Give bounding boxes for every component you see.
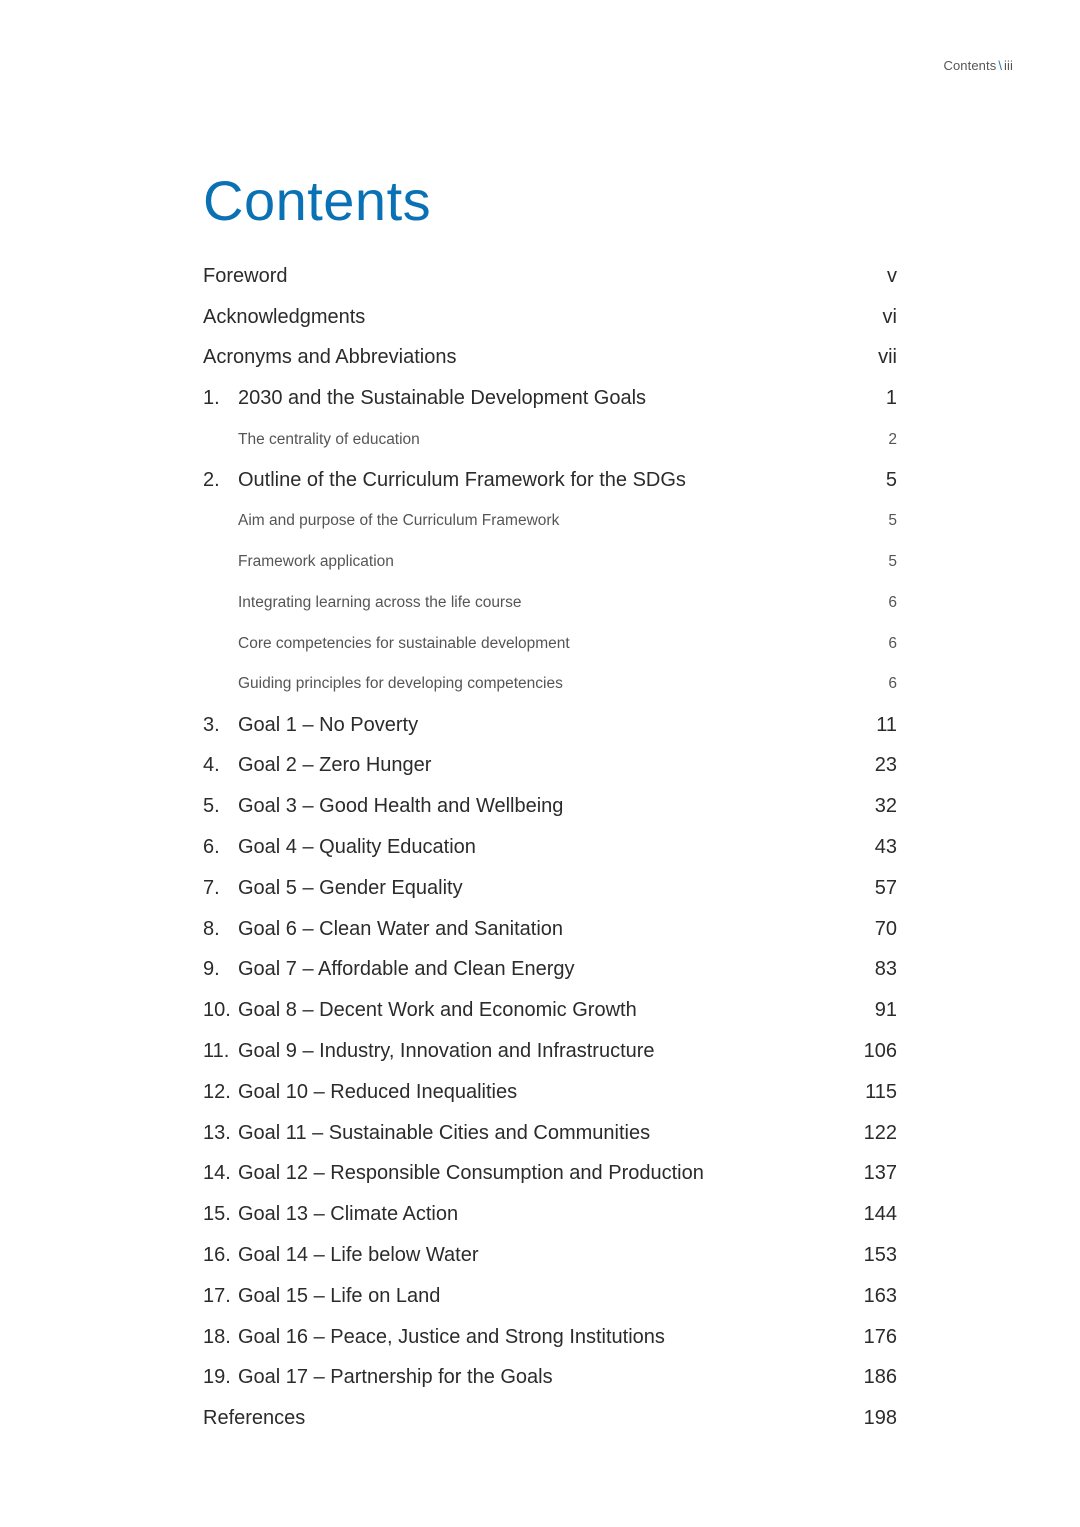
toc-entry[interactable] bbox=[203, 1031, 897, 1072]
toc-entry-number: 5. bbox=[203, 795, 220, 818]
toc-entry-heading bbox=[203, 1162, 704, 1185]
toc-entry-page-number: 2 bbox=[888, 430, 897, 448]
toc-entry-heading bbox=[203, 635, 570, 653]
toc-entry-label: Guiding principles for developing competencies bbox=[238, 675, 563, 693]
toc-entry-number: 15. bbox=[203, 1203, 231, 1226]
toc-entry-label: Goal 5 – Gender Equality bbox=[238, 876, 463, 899]
toc-entry-heading bbox=[203, 346, 456, 369]
running-head bbox=[943, 58, 1013, 73]
page-title: Contents bbox=[203, 169, 432, 232]
toc-entry-number: 17. bbox=[203, 1284, 231, 1307]
toc-entry-heading bbox=[203, 958, 575, 981]
toc-entry-page-number: 153 bbox=[863, 1244, 897, 1267]
toc-entry-page-number: 57 bbox=[874, 876, 897, 899]
toc-entry-label: Goal 3 – Good Health and Wellbeing bbox=[238, 795, 564, 818]
toc-entry[interactable] bbox=[203, 1194, 897, 1235]
toc-entry-heading bbox=[203, 469, 686, 492]
toc-entry[interactable] bbox=[203, 746, 897, 787]
toc-entry-heading bbox=[203, 594, 521, 612]
toc-entry-label: Goal 2 – Zero Hunger bbox=[238, 754, 432, 777]
toc-entry-heading bbox=[203, 1244, 479, 1267]
toc-entry-page-number: 115 bbox=[865, 1080, 897, 1103]
toc-entry-heading bbox=[203, 754, 431, 777]
toc-entry[interactable] bbox=[203, 1358, 897, 1399]
toc-entry-label: Goal 11 – Sustainable Cities and Communities bbox=[238, 1121, 651, 1144]
toc-entry-heading bbox=[203, 795, 563, 818]
toc-entry[interactable] bbox=[203, 378, 897, 419]
toc-entry-page-number: 32 bbox=[874, 795, 897, 818]
toc-entry-label: Acknowledgments bbox=[203, 305, 366, 328]
toc-entry-page-number: 144 bbox=[863, 1203, 897, 1226]
toc-entry-page-number: 5 bbox=[888, 552, 897, 570]
toc-entry-page-number: 70 bbox=[874, 917, 897, 940]
toc-entry-page-number: 5 bbox=[888, 512, 897, 530]
toc-entry-page-number: 176 bbox=[863, 1325, 897, 1348]
toc-entry-heading bbox=[203, 999, 637, 1022]
toc-entry-page-number: v bbox=[887, 264, 897, 287]
toc-entry[interactable] bbox=[203, 868, 897, 909]
toc-entry-label: Aim and purpose of the Curriculum Framework bbox=[238, 512, 560, 530]
toc-entry-label: Goal 9 – Industry, Innovation and Infrastructure bbox=[238, 1040, 655, 1063]
toc-entry-page-number: 106 bbox=[863, 1040, 897, 1063]
toc-entry-number: 4. bbox=[203, 754, 220, 777]
toc-entry-heading bbox=[203, 1203, 458, 1226]
toc-entry-number: 14. bbox=[203, 1162, 231, 1185]
toc-entry-label: Goal 10 – Reduced Inequalities bbox=[238, 1080, 518, 1103]
toc-entry[interactable] bbox=[203, 1317, 897, 1358]
toc-subentry[interactable] bbox=[203, 623, 897, 664]
toc-entry-label: 2030 and the Sustainable Development Goals bbox=[238, 387, 647, 410]
toc-entry-number: 10. bbox=[203, 999, 231, 1022]
toc-entry-number: 1. bbox=[203, 387, 220, 410]
toc-entry[interactable] bbox=[203, 1072, 897, 1113]
toc-entry[interactable] bbox=[203, 297, 897, 338]
toc-entry-page-number: 5 bbox=[885, 468, 897, 491]
toc-entry-page-number: 6 bbox=[888, 634, 897, 652]
toc-entry-page-number: vi bbox=[882, 305, 897, 328]
table-of-contents bbox=[203, 256, 897, 1439]
toc-entry-label: Foreword bbox=[203, 264, 288, 287]
toc-entry-heading bbox=[203, 1081, 517, 1104]
toc-entry-number: 9. bbox=[203, 958, 220, 981]
toc-subentry[interactable] bbox=[203, 501, 897, 542]
toc-entry-heading bbox=[203, 306, 365, 329]
toc-entry-page-number: 186 bbox=[863, 1366, 897, 1389]
toc-entry[interactable] bbox=[203, 338, 897, 379]
toc-entry-heading bbox=[203, 1285, 440, 1308]
toc-subentry[interactable] bbox=[203, 582, 897, 623]
toc-entry[interactable] bbox=[203, 827, 897, 868]
toc-entry-label: Goal 1 – No Poverty bbox=[238, 713, 419, 736]
toc-entry[interactable] bbox=[203, 1113, 897, 1154]
toc-entry-label: Goal 8 – Decent Work and Economic Growth bbox=[238, 999, 637, 1022]
toc-entry-number: 8. bbox=[203, 917, 220, 940]
toc-entry-label: Goal 13 – Climate Action bbox=[238, 1203, 459, 1226]
toc-entry-heading bbox=[203, 1040, 655, 1063]
toc-entry-page-number: 6 bbox=[888, 675, 897, 693]
toc-subentry[interactable] bbox=[203, 664, 897, 705]
toc-entry-label: Goal 7 – Affordable and Clean Energy bbox=[238, 958, 575, 981]
toc-subentry[interactable] bbox=[203, 419, 897, 460]
toc-entry[interactable] bbox=[203, 950, 897, 991]
running-head-section: Contents bbox=[943, 58, 997, 73]
toc-entry-label: Goal 17 – Partnership for the Goals bbox=[238, 1366, 553, 1389]
toc-entry-heading bbox=[203, 431, 420, 449]
toc-entry-heading bbox=[203, 1122, 650, 1145]
toc-entry[interactable] bbox=[203, 1235, 897, 1276]
toc-entry-page-number: 43 bbox=[874, 836, 897, 859]
toc-entry-number: 19. bbox=[203, 1366, 231, 1389]
toc-entry-label: The centrality of education bbox=[238, 430, 420, 448]
toc-entry-heading bbox=[203, 1326, 665, 1349]
toc-entry[interactable] bbox=[203, 909, 897, 950]
toc-entry-page-number: 6 bbox=[888, 593, 897, 611]
toc-entry-number: 11. bbox=[203, 1040, 230, 1063]
toc-entry-page-number: 11 bbox=[876, 713, 897, 736]
toc-entry-page-number: 1 bbox=[885, 387, 897, 410]
toc-entry-label: Outline of the Curriculum Framework for the SDGs bbox=[238, 468, 686, 491]
toc-entry-number: 6. bbox=[203, 836, 220, 859]
toc-entry-number: 2. bbox=[203, 468, 220, 491]
toc-subentry[interactable] bbox=[203, 542, 897, 583]
toc-entry-number: 12. bbox=[203, 1080, 231, 1103]
toc-entry-heading bbox=[203, 553, 394, 571]
toc-entry[interactable] bbox=[203, 256, 897, 297]
toc-entry-heading bbox=[203, 1366, 553, 1389]
running-head-separator: \ bbox=[998, 58, 1003, 73]
toc-entry-label: Goal 6 – Clean Water and Sanitation bbox=[238, 917, 564, 940]
toc-entry[interactable] bbox=[203, 705, 897, 746]
toc-entry-page-number: 23 bbox=[874, 754, 897, 777]
toc-entry-label: References bbox=[203, 1407, 306, 1430]
toc-entry-heading bbox=[203, 1407, 305, 1430]
toc-entry-number: 16. bbox=[203, 1244, 231, 1267]
toc-entry-label: Core competencies for sustainable development bbox=[238, 634, 570, 652]
toc-entry-heading bbox=[203, 512, 559, 530]
toc-entry-number: 13. bbox=[203, 1121, 231, 1144]
toc-entry-label: Goal 12 – Responsible Consumption and Production bbox=[238, 1162, 704, 1185]
toc-entry-heading bbox=[203, 918, 563, 941]
toc-entry-label: Framework application bbox=[238, 552, 394, 570]
toc-entry[interactable] bbox=[203, 786, 897, 827]
toc-entry-heading bbox=[203, 836, 476, 859]
toc-entry[interactable] bbox=[203, 1398, 897, 1439]
toc-entry-label: Goal 4 – Quality Education bbox=[238, 836, 476, 859]
toc-entry-heading bbox=[203, 387, 646, 410]
toc-entry-heading bbox=[203, 714, 418, 737]
toc-entry-page-number: 83 bbox=[874, 958, 897, 981]
toc-entry-heading bbox=[203, 265, 287, 288]
toc-entry-page-number: 137 bbox=[863, 1162, 897, 1185]
toc-entry-heading bbox=[203, 675, 563, 693]
toc-entry-label: Goal 14 – Life below Water bbox=[238, 1244, 479, 1267]
toc-entry[interactable] bbox=[203, 1154, 897, 1195]
toc-entry-label: Goal 15 – Life on Land bbox=[238, 1284, 441, 1307]
toc-entry-page-number: 122 bbox=[863, 1121, 897, 1144]
toc-entry-label: Goal 16 – Peace, Justice and Strong Institutions bbox=[238, 1325, 665, 1348]
toc-entry-label: Integrating learning across the life course bbox=[238, 593, 522, 611]
toc-entry-number: 7. bbox=[203, 876, 220, 899]
toc-entry-number: 3. bbox=[203, 713, 220, 736]
toc-entry-number: 18. bbox=[203, 1325, 231, 1348]
toc-entry[interactable] bbox=[203, 1276, 897, 1317]
toc-entry-heading bbox=[203, 877, 463, 900]
toc-entry-page-number: 163 bbox=[863, 1284, 897, 1307]
toc-entry-label: Acronyms and Abbreviations bbox=[203, 346, 457, 369]
toc-entry-page-number: vii bbox=[878, 346, 897, 369]
toc-entry-page-number: 91 bbox=[874, 999, 897, 1022]
running-head-page-number: iii bbox=[1004, 58, 1013, 73]
toc-entry-page-number: 198 bbox=[863, 1407, 897, 1430]
toc-entry[interactable] bbox=[203, 460, 897, 501]
toc-entry[interactable] bbox=[203, 990, 897, 1031]
